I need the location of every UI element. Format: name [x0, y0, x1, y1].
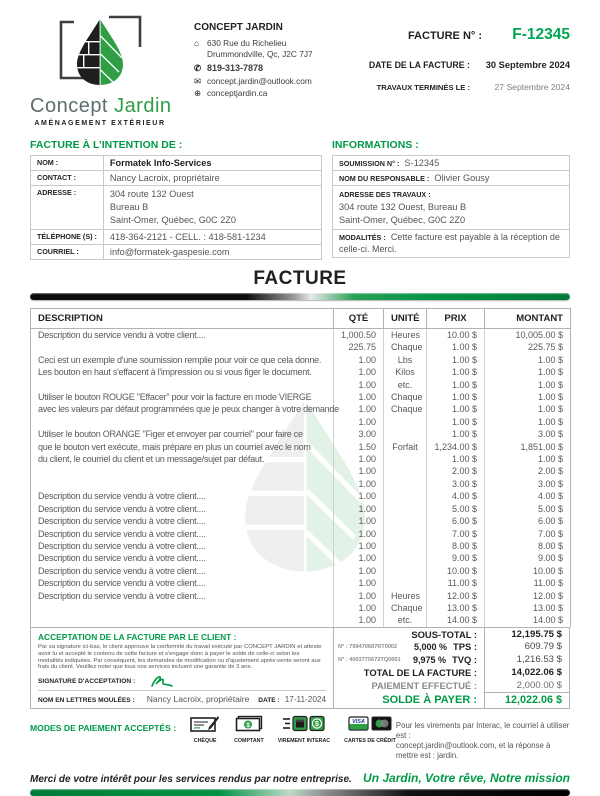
item-description: Description du service vendu à votre client....: [31, 565, 334, 577]
item-amount: 14.00 $: [485, 614, 571, 626]
info-row-modalites: [333, 230, 570, 258]
item-description: Utiliser le bouton ORANGE "Figer et envoyer par courriel" pour faire ce: [31, 428, 334, 440]
bill-to-section: [30, 139, 322, 260]
invoice-number-row: [356, 26, 570, 44]
item-qty: 1.00: [334, 391, 384, 403]
tps-number: N° : 799470687RT0002: [338, 643, 398, 650]
bill-to-row-contact: [31, 171, 322, 186]
item-qty: 1.00: [334, 416, 384, 428]
company-name: Concept Jardin: [30, 95, 172, 117]
telephone-label: TÉLÉPHONE (S) :: [31, 230, 104, 245]
invoice-number-value: F-12345: [512, 26, 570, 43]
printed-name-row: [38, 694, 326, 704]
items-table-wrap: [30, 308, 570, 709]
invoice-line-row: [31, 552, 571, 564]
total-value: 14,022.06 $: [484, 666, 569, 679]
adresse-value: 304 route 132 Ouest Bureau B Saint-Omer, Québec, G0C 2Z0: [103, 186, 321, 230]
item-qty: 1.00: [334, 552, 384, 564]
invoice-date-label: DATE DE LA FACTURE :: [368, 60, 470, 70]
payment-made-label: PAIEMENT EFFECTUÉ :: [371, 679, 477, 691]
item-description: Description du service vendu à votre client....: [31, 490, 334, 502]
item-qty: 1.00: [334, 503, 384, 515]
item-price: 12.00 $: [427, 590, 485, 602]
item-amount: 1.00 $: [485, 453, 571, 465]
item-amount: 3.00 $: [485, 478, 571, 490]
company-website: ⊕ conceptjardin.ca: [194, 88, 268, 98]
invoice-line-row: [31, 515, 571, 527]
tps-rate: 5,000 %: [414, 641, 448, 652]
item-description: avec les valeurs par défaut programmées que je peux changer à votre demande: [31, 403, 334, 415]
item-price: 1.00 $: [427, 453, 485, 465]
header-description: DESCRIPTION: [31, 309, 334, 329]
item-description: que le bouton vert exécute, mais prépare en plus un courriel avec le nom: [31, 441, 334, 453]
item-unit: [384, 515, 427, 527]
invoice-line-row: [31, 602, 571, 614]
item-unit: [384, 428, 427, 440]
item-amount: 225.75 $: [485, 341, 571, 353]
bill-to-table: [30, 155, 322, 260]
nom-label: NOM :: [31, 156, 104, 171]
item-price: 1.00 $: [427, 428, 485, 440]
payment-made-row: [334, 679, 569, 692]
cash-icon: [235, 715, 263, 732]
item-qty: 1.00: [334, 565, 384, 577]
item-unit: Lbs: [384, 354, 427, 366]
acceptance-block: [31, 628, 334, 708]
contact-value: Nancy Lacroix, propriétaire: [103, 171, 321, 186]
globe-icon: ⊕: [194, 88, 202, 98]
item-unit: [384, 490, 427, 502]
item-price: 1.00 $: [427, 403, 485, 415]
info-row-travaux: [333, 186, 570, 230]
company-tagline: AMÉNAGEMENT EXTÉRIEUR: [34, 120, 166, 127]
invoice-line-row: [31, 453, 571, 465]
item-description: Description du service vendu à votre client....: [31, 590, 334, 602]
invoice-line-row: [31, 329, 571, 342]
payment-made-value: 2,000.00 $: [484, 679, 569, 692]
item-description: Description du service vendu à votre client....: [31, 515, 334, 527]
item-unit: Chaque: [384, 391, 427, 403]
item-amount: 1.00 $: [485, 403, 571, 415]
subtotal-label: SOUS-TOTAL :: [411, 628, 477, 640]
interac-note: Pour les virements par Interac, le courriel à utiliser est : concept.jardin@outlook.com, et la réponse à mettre est : jardin.: [395, 720, 570, 760]
modalites-cell: MODALITÉS : Cette facture est payable à la réception de celle-ci. Merci.: [333, 230, 570, 258]
invoice-line-row: [31, 503, 571, 515]
nom-value: Formatek Info-Services: [103, 156, 321, 171]
item-price: 1.00 $: [427, 341, 485, 353]
company-slogan: Un Jardin, Votre rêve, Notre mission: [363, 770, 570, 785]
item-unit: [384, 453, 427, 465]
signature-row: [38, 674, 326, 691]
item-amount: 4.00 $: [485, 490, 571, 502]
svg-text:$: $: [246, 721, 250, 729]
thanks-message: Merci de votre intérêt pour les services rendus par notre entreprise.: [30, 773, 352, 785]
item-unit: Chaque: [384, 602, 427, 614]
invoice-line-row: [31, 590, 571, 602]
adresse-label: ADRESSE :: [31, 186, 104, 230]
tps-row: [334, 641, 569, 654]
item-amount: 1.00 $: [485, 379, 571, 391]
invoice-meta-block: [356, 14, 570, 92]
item-price: 14.00 $: [427, 614, 485, 626]
item-qty: 1.00: [334, 602, 384, 614]
footer: [30, 771, 570, 785]
item-price: 6.00 $: [427, 515, 485, 527]
invoice-line-row: [31, 565, 571, 577]
tvq-label: TVQ :: [452, 654, 477, 666]
item-unit: [384, 577, 427, 589]
item-amount: 9.00 $: [485, 552, 571, 564]
item-unit: Forfait: [384, 441, 427, 453]
invoice-line-row: [31, 354, 571, 366]
total-label: TOTAL DE LA FACTURE :: [363, 667, 477, 679]
item-qty: 1.00: [334, 614, 384, 626]
item-description: Description du service vendu à votre client....: [31, 528, 334, 540]
item-price: 11.00 $: [427, 577, 485, 589]
item-description: Ceci est un exemple d'une soumission remplie pour voir ce que cela donne.: [31, 354, 334, 366]
item-description: [31, 416, 334, 428]
subtotal-row: [334, 628, 569, 641]
payment-methods: [190, 715, 396, 744]
invoice-line-row: [31, 478, 571, 490]
header-amount: MONTANT: [485, 309, 571, 329]
invoice-date-row: [356, 60, 570, 70]
item-price: 13.00 $: [427, 602, 485, 614]
item-unit: [384, 552, 427, 564]
payment-title: MODES DE PAIEMENT ACCEPTÉS :: [30, 722, 177, 733]
invoice-line-row: [31, 540, 571, 552]
item-qty: 1.00: [334, 453, 384, 465]
item-unit: [384, 528, 427, 540]
item-amount: 10.00 $: [485, 565, 571, 577]
header-price: PRIX: [427, 309, 485, 329]
item-unit: [384, 503, 427, 515]
tvq-value: 1,216.53 $: [484, 653, 569, 666]
item-price: 2.00 $: [427, 465, 485, 477]
item-description: [31, 341, 334, 353]
item-unit: Heures: [384, 329, 427, 342]
item-price: 5.00 $: [427, 503, 485, 515]
item-description: Description du service vendu à votre client....: [31, 540, 334, 552]
item-qty: 1.00: [334, 515, 384, 527]
tvq-row: [334, 653, 569, 666]
item-amount: 11.00 $: [485, 577, 571, 589]
total-row: [334, 666, 569, 679]
printed-name-label: NOM EN LETTRES MOULÉES :: [38, 697, 135, 705]
item-qty: 1,000.50: [334, 329, 384, 342]
item-qty: 1.00: [334, 379, 384, 391]
document-title: FACTURE: [253, 268, 347, 289]
item-amount: 7.00 $: [485, 528, 571, 540]
header-unit: UNITÉ: [384, 309, 427, 329]
header: [30, 14, 570, 127]
tvq-number: N° : 4003775672TQ0001: [338, 656, 401, 663]
company-email: ✉ concept.jardin@outlook.com: [194, 76, 312, 86]
item-description: [31, 614, 334, 626]
item-price: 4.00 $: [427, 490, 485, 502]
bill-to-row-adresse: [31, 186, 322, 230]
svg-text:$: $: [314, 720, 319, 728]
item-qty: 1.00: [334, 490, 384, 502]
item-unit: [384, 416, 427, 428]
informations-table: [332, 155, 570, 258]
invoice-line-row: [31, 416, 571, 428]
item-price: 10.00 $: [427, 565, 485, 577]
header-qty: QTÉ: [334, 309, 384, 329]
invoice-date-value: 30 Septembre 2024: [485, 60, 570, 70]
invoice-line-row: [31, 379, 571, 391]
item-price: 7.00 $: [427, 528, 485, 540]
credit-cards-icon: [348, 715, 392, 732]
item-description: Les bouton en haut s'effacent à l'impression ou si vous figer le document.: [31, 366, 334, 378]
item-amount: 8.00 $: [485, 540, 571, 552]
company-contact-block: [194, 14, 356, 99]
item-amount: 10,005.00 $: [485, 329, 571, 342]
signature-mark-icon: [149, 674, 175, 688]
payment-strip: [30, 715, 570, 761]
cheque-icon: [190, 715, 220, 732]
item-qty: 3.00: [334, 428, 384, 440]
item-amount: 1.00 $: [485, 391, 571, 403]
item-description: du client, le courriel du client et un message/sujet par défaut.: [31, 453, 334, 465]
invoice-line-row: [31, 341, 571, 353]
item-price: 1.00 $: [427, 366, 485, 378]
item-unit: etc.: [384, 379, 427, 391]
phone-icon: ✆: [194, 63, 202, 73]
item-description: [31, 379, 334, 391]
invoice-line-row: [31, 391, 571, 403]
item-description: Description du service vendu à votre client....: [31, 552, 334, 564]
items-table: [30, 308, 571, 627]
items-header-row: [31, 309, 571, 329]
item-description: Description du service vendu à votre client....: [31, 329, 334, 342]
item-price: 3.00 $: [427, 478, 485, 490]
telephone-value: 418-364-2121 - CELL. : 418-581-1234: [103, 230, 321, 245]
item-description: [31, 465, 334, 477]
item-description: [31, 478, 334, 490]
informations-title: INFORMATIONS :: [332, 139, 419, 151]
item-qty: 1.00: [334, 403, 384, 415]
soumission-cell: SOUMISSION N° : S-12345: [333, 156, 570, 171]
invoice-line-row: [31, 490, 571, 502]
item-description: Utiliser le bouton ROUGE "Effacer" pour voir la facture en mode VIERGE: [31, 391, 334, 403]
bill-to-row-telephone: [31, 230, 322, 245]
invoice-line-row: [31, 403, 571, 415]
company-logo-icon: [52, 14, 148, 88]
invoice-number-label: FACTURE N° :: [407, 30, 482, 42]
item-price: 1.00 $: [427, 416, 485, 428]
bill-to-row-courriel: [31, 245, 322, 260]
signature-label: SIGNATURE D'ACCEPTATION :: [38, 677, 136, 685]
info-row-soumission: [333, 156, 570, 171]
courriel-label: COURRIEL :: [31, 245, 104, 260]
company-contact-name: CONCEPT JARDIN: [194, 22, 283, 33]
invoice-line-row: [31, 528, 571, 540]
balance-due-row: [334, 692, 569, 708]
items-body: [31, 329, 571, 627]
item-amount: 3.00 $: [485, 428, 571, 440]
payment-method-interac: $ VIREMENT INTERAC: [278, 715, 330, 744]
item-qty: 1.00: [334, 528, 384, 540]
item-amount: 1.00 $: [485, 416, 571, 428]
item-qty: 1.00: [334, 354, 384, 366]
item-unit: Chaque: [384, 403, 427, 415]
courriel-value: info@formatek-gaspesie.com: [103, 245, 321, 260]
invoice-line-row: [31, 577, 571, 589]
table-bottom-section: [30, 627, 570, 709]
item-price: 1.00 $: [427, 379, 485, 391]
tps-value: 609.79 $: [484, 641, 569, 654]
invoice-line-row: [31, 614, 571, 626]
contact-label: CONTACT :: [31, 171, 104, 186]
item-amount: 5.00 $: [485, 503, 571, 515]
svg-text:VISA: VISA: [352, 718, 365, 725]
totals-block: [334, 628, 569, 708]
payment-method-cheque: CHÈQUE: [190, 715, 220, 744]
acceptance-title: ACCEPTATION DE LA FACTURE PAR LE CLIENT :: [38, 631, 237, 642]
mail-icon: ✉: [194, 76, 202, 86]
acceptance-date-value: 17-11-2024: [284, 695, 326, 705]
invoice-line-row: [31, 366, 571, 378]
acceptance-fine-print: Par sa signature ici-bas, le client approuve la conformité du travail exécuté par CONCEPT JARDIN et atteste avoir lu et accepté le contenu de cette facture et s'engage donc à payer le solde de celle-ci selon les modalités indiquées. Par conséquent, les demandes de modification ou d'ajustement après-vente seront aux frais du client. Veuillez noter que tous nos services incluent une garantie de 3 ans.: [38, 643, 322, 671]
bill-to-row-nom: [31, 156, 322, 171]
item-price: 10.00 $: [427, 329, 485, 342]
work-completed-label: TRAVAUX TERMINÉS LE :: [376, 83, 470, 92]
subtotal-value: 12,195.75 $: [484, 628, 569, 641]
item-price: 1,234.00 $: [427, 441, 485, 453]
item-unit: Heures: [384, 590, 427, 602]
item-price: 1.00 $: [427, 354, 485, 366]
work-completed-value: 27 Septembre 2024: [494, 82, 570, 92]
item-qty: 225.75: [334, 341, 384, 353]
item-amount: 2.00 $: [485, 465, 571, 477]
item-description: [31, 602, 334, 614]
info-row-responsable: [333, 171, 570, 186]
item-price: 9.00 $: [427, 552, 485, 564]
item-unit: [384, 478, 427, 490]
invoice-line-row: [31, 465, 571, 477]
item-amount: 1.00 $: [485, 354, 571, 366]
work-completed-row: [356, 82, 570, 92]
item-price: 1.00 $: [427, 391, 485, 403]
footer-gradient-bar: [30, 789, 570, 796]
item-amount: 13.00 $: [485, 602, 571, 614]
item-description: Description du service vendu à votre client....: [31, 503, 334, 515]
item-amount: 1,851.00 $: [485, 441, 571, 453]
acceptance-date-label: DATE :: [258, 697, 280, 705]
item-qty: 1.00: [334, 590, 384, 602]
item-amount: 6.00 $: [485, 515, 571, 527]
tvq-rate: 9,975 %: [412, 654, 446, 665]
balance-due-label: SOLDE À PAYER :: [382, 693, 477, 706]
item-qty: 1.00: [334, 478, 384, 490]
informations-section: [332, 139, 570, 260]
invoice-line-row: [31, 428, 571, 440]
payment-method-comptant: $ COMPTANT: [234, 715, 264, 744]
item-description: Description du service vendu à votre client....: [31, 577, 334, 589]
item-unit: Kilos: [384, 366, 427, 378]
item-qty: 1.00: [334, 540, 384, 552]
item-unit: [384, 540, 427, 552]
item-qty: 1.50: [334, 441, 384, 453]
item-amount: 1.00 $: [485, 366, 571, 378]
bill-to-title: FACTURE À L’INTENTION DE :: [30, 139, 183, 151]
responsable-cell: NOM DU RESPONSABLE : Olivier Gousy: [333, 171, 570, 186]
item-price: 8.00 $: [427, 540, 485, 552]
item-unit: etc.: [384, 614, 427, 626]
interac-transfer-icon: [282, 715, 326, 732]
company-phone: ✆ 819-313-7878: [194, 63, 264, 73]
printed-name-value: Nancy Lacroix, propriétaire: [146, 694, 250, 705]
item-amount: 12.00 $: [485, 590, 571, 602]
item-qty: 1.00: [334, 577, 384, 589]
item-qty: 1.00: [334, 366, 384, 378]
travaux-cell: ADRESSE DES TRAVAUX : 304 route 132 Ouest, Bureau B Saint-Omer, Québec, G0C 2Z0: [333, 186, 570, 230]
title-gradient-bar: [30, 293, 570, 300]
item-qty: 1.00: [334, 465, 384, 477]
item-unit: Chaque: [384, 341, 427, 353]
item-unit: [384, 465, 427, 477]
invoice-line-row: [31, 441, 571, 453]
company-address-line2: Drummondville, Qc, J2C 7J7: [207, 49, 313, 59]
company-address-line1: ⌂ 630 Rue du Richelieu: [194, 38, 287, 48]
payment-method-credit-cards: VISA CARTES DE CRÉDIT: [344, 715, 396, 744]
house-icon: ⌂: [194, 38, 200, 48]
tps-label: TPS :: [453, 641, 477, 653]
balance-due-value: 12,022.06 $: [484, 692, 569, 708]
company-logo-block: [30, 14, 170, 127]
item-unit: [384, 565, 427, 577]
